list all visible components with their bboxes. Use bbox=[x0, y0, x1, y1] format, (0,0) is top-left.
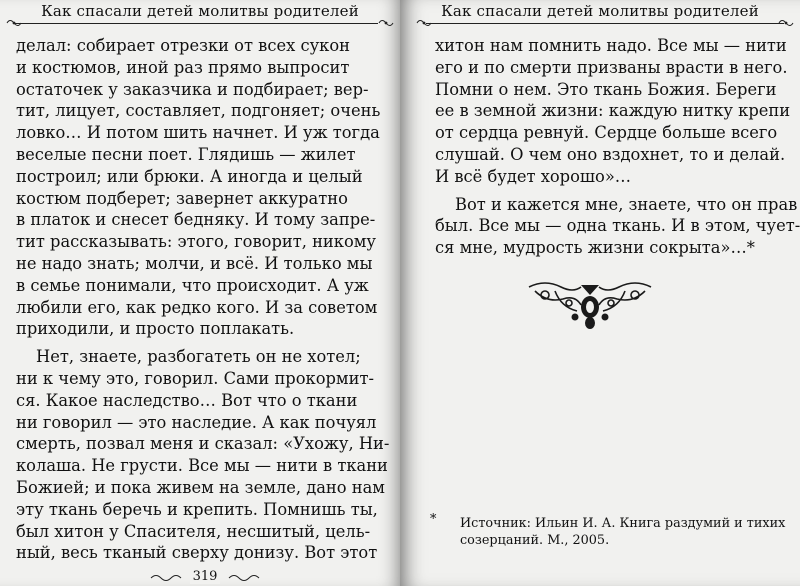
text-line: ный, весь тканый сверху донизу. Вот этот bbox=[16, 543, 378, 563]
text-line: был хитон у Спасителя, несшитый, цель- bbox=[16, 521, 371, 541]
text-line: от сердца ревнуй. Сердце больше всего bbox=[435, 123, 778, 143]
text-line: был. Все мы — одна ткань. И в этом, чует- bbox=[435, 216, 800, 236]
page-number-value: 319 bbox=[190, 569, 221, 584]
page-number-flourish-icon bbox=[150, 573, 182, 583]
text-line: веселые песни поет. Глядишь — жилет bbox=[16, 144, 356, 164]
text-line: ни к чему это, говорил. Сами прокормит- bbox=[16, 368, 374, 388]
header-flourish-icon bbox=[416, 18, 432, 28]
text-line: ее в земной жизни: каждую нитку крепи bbox=[435, 101, 791, 121]
header-flourish-icon bbox=[6, 18, 22, 28]
text-line: Нет, знаете, разбогатеть он не хотел; bbox=[36, 347, 361, 367]
text-line: смерть, позвал меня и сказал: «Ухожу, Ни- bbox=[16, 434, 390, 454]
text-line: остаточек у заказчика и подбирает; вер- bbox=[16, 79, 369, 99]
footnote-text: Источник: Ильин И. А. Книга раздумий и тихих созерцаний. М., 2005. bbox=[460, 516, 786, 548]
text-line: не надо знать; молчи, и всё. И только мы bbox=[16, 253, 373, 273]
text-line: ловко… И потом шить начнет. И уж тогда bbox=[16, 123, 380, 143]
text-line: хитон нам помнить надо. Все мы — нити bbox=[435, 36, 787, 55]
text-line: ся. Какое наследство… Вот что о ткани bbox=[16, 390, 358, 410]
header-rule bbox=[14, 23, 378, 24]
running-header: Как спасали детей молитвы родителей bbox=[41, 2, 359, 20]
text-line: в платок и снесет бедняку. И тому запре- bbox=[16, 210, 376, 230]
running-header: Как спасали детей молитвы родителей bbox=[441, 2, 759, 20]
text-line: тит рассказывать: этого, говорит, никому bbox=[16, 232, 377, 252]
decorative-ornament-icon bbox=[525, 277, 655, 331]
text-line: его и по смерти призваны врасти в него. bbox=[435, 57, 788, 77]
text-line: эту ткань беречь и крепить. Помнишь ты, bbox=[16, 499, 378, 519]
text-line: колаша. Не грусти. Все мы — нити в ткани bbox=[16, 456, 388, 476]
footnote-mark: * bbox=[430, 512, 437, 527]
header-rule bbox=[426, 23, 784, 24]
header-flourish-icon bbox=[378, 18, 394, 28]
text-line: и костюмов, иной раз прямо выпросит bbox=[16, 57, 350, 77]
body-text bbox=[435, 35, 800, 259]
header-flourish-icon bbox=[778, 18, 794, 28]
page-number-flourish-icon bbox=[228, 573, 260, 583]
text-line: тит, лицует, составляет, подгоняет; очень bbox=[16, 101, 381, 121]
text-line: ся мне, мудрость жизни сокрыта»…* bbox=[435, 238, 755, 258]
text-line: ни говорил — это наследие. А как почуял bbox=[16, 412, 377, 432]
text-line: делал: собирает отрезки от всех сукон bbox=[16, 36, 350, 55]
text-line: слушай. О чем оно вздохнет, то и делай. bbox=[435, 144, 786, 164]
text-line: приходили, и просто поплакать. bbox=[16, 319, 295, 339]
text-line: И всё будет хорошо»… bbox=[435, 166, 632, 186]
text-line: костюм подберет; завернет аккуратно bbox=[16, 188, 348, 208]
right-page bbox=[400, 0, 800, 586]
page-number bbox=[150, 569, 260, 586]
text-line: в семье понимали, что происходит. А уж bbox=[16, 275, 369, 295]
text-line: построил; или брюки. А иногда и целый bbox=[16, 166, 363, 186]
text-line: любили его, как редко кого. И за советом bbox=[16, 297, 378, 317]
text-line: Вот и кажется мне, знаете, что он прав bbox=[455, 194, 798, 214]
body-text bbox=[16, 35, 390, 564]
text-line: Помни о нем. Это ткань Божия. Береги bbox=[435, 79, 777, 99]
text-line: Божией; и пока живем на земле, дано нам bbox=[16, 477, 385, 497]
